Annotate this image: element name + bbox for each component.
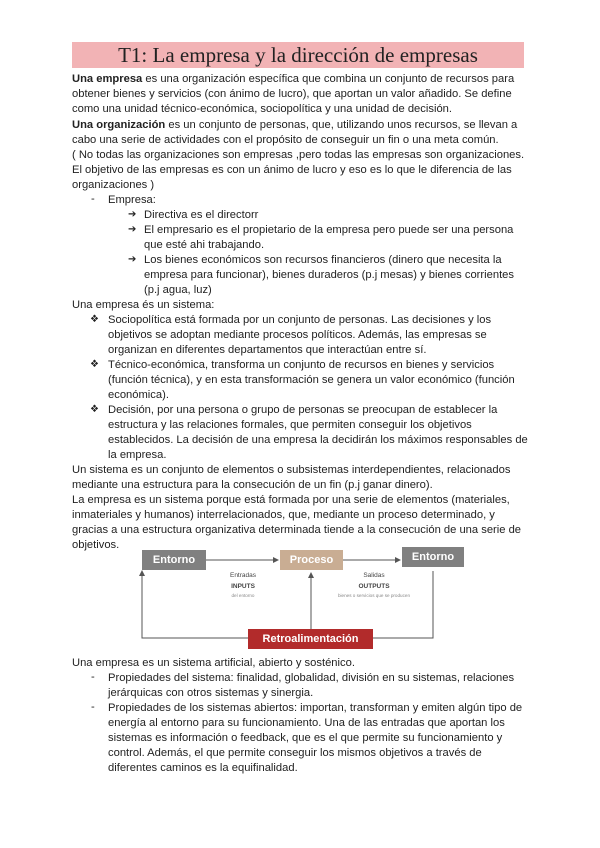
list-item-cont: que esté ahi trabajando. — [144, 239, 265, 251]
paragraph-empresa-line-3: como una unidad técnico-económica, sociopolítica y una unidad de decisión. — [72, 103, 452, 115]
entorno-left-box: Entorno — [142, 550, 206, 570]
feedback-line-left — [142, 571, 248, 638]
arrow-icon: ➔ — [128, 209, 137, 220]
list-item: Propiedades del sistema: finalidad, globalidad, división en su sistemas, relaciones — [108, 672, 515, 684]
list-item-cont: sistemas es información o feedback, que es el que permite su funcionamiento y — [108, 732, 503, 744]
inputs-label: INPUTS — [231, 583, 255, 590]
list-item-cont: jerárquicas con otros sistemas y sinergia. — [108, 687, 314, 699]
entorno-right-box: Entorno — [402, 547, 464, 567]
diamond-bullet-icon: ❖ — [90, 314, 99, 325]
page-title: T1: La empresa y la dirección de empresas — [118, 43, 478, 67]
proceso-box: Proceso — [280, 550, 343, 570]
text-span: es un conjunto de personas, que, utilizando unos recursos, se llevan a — [165, 119, 518, 131]
list-item-cont: diferentes caminos es la equifinalidad. — [108, 762, 298, 774]
list-item-cont: energía al entorno para su funcionamiento. Una de las entradas que aportan los — [108, 717, 505, 729]
paragraph-organizacion-line-5: organizaciones ) — [72, 179, 155, 191]
text-span: es una organización específica que combina un conjunto de recursos para — [142, 73, 515, 85]
list-item-cont: establecidos. La decisión de una empresa la decidirán los máximos responsables de — [108, 434, 528, 446]
list-item: Decisión, por una persona o grupo de personas se preocupan de establecer la — [108, 404, 498, 416]
paragraph-sistema-line: gracias a una estructura organizativa determinada tiende a la consecución de una serie de — [72, 524, 522, 536]
list-item: Propiedades de los sistemas abiertos: importan, transforman y emiten algún tipo de — [108, 702, 523, 714]
list-item-cont: (p.j agua, luz) — [144, 284, 212, 296]
list-item: Los bienes económicos son recursos financieros (dinero que necesita la — [144, 254, 502, 266]
arrow-icon: ➔ — [128, 254, 137, 265]
arrow-icon: ➔ — [128, 224, 137, 235]
list-item: El empresario es el propietario de la empresa pero puede ser una persona — [144, 224, 514, 236]
entradas-label: Entradas — [229, 572, 257, 579]
paragraph-organizacion-line-1 — [72, 118, 517, 133]
list-item-cont: la empresa. — [108, 449, 167, 461]
inputs-sub-label: del entorno — [231, 593, 255, 598]
outputs-sub-label: bienes o servicios que se producen — [337, 593, 410, 598]
list-label-empresa: Empresa: — [108, 194, 156, 206]
system-diagram — [136, 538, 466, 650]
paragraph-organizacion-line-4: El objetivo de las empresas es con un ánimo de lucro y eso es lo que le diferencia de las — [72, 164, 512, 176]
term-organizacion: Una organización — [72, 119, 166, 131]
paragraph-sistema-line: inmateriales y humanos) interrelacionados, que, mediante un proceso determinado, y — [72, 509, 495, 521]
list-item-cont: (función técnica), y en esta transformación se genera un valor económico (función — [108, 374, 515, 386]
title-banner — [72, 42, 524, 68]
list-item: Sociopolítica está formada por un conjunto de personas. Las decisiones y los — [108, 314, 492, 326]
diamond-bullet-icon: ❖ — [90, 359, 99, 370]
sistema-intro: Una empresa és un sistema: — [72, 299, 215, 311]
list-item-cont: estructura y las relaciones formales, que permiten conseguir los objetivos — [108, 419, 472, 431]
paragraph-empresa-line-1 — [72, 72, 514, 87]
retroalimentacion-box: Retroalimentación — [248, 629, 373, 649]
paragraph-sistema-artificial: Una empresa es un sistema artificial, abierto y sosténico. — [72, 657, 355, 669]
list-item: Directiva es el directorr — [144, 209, 259, 221]
paragraph-sistema-line: objetivos. — [72, 539, 120, 551]
list-item-cont: empresa para funcionar), bienes duraderos (p.j mesas) y bienes corrientes — [144, 269, 514, 281]
outputs-label: OUTPUTS — [358, 583, 390, 590]
list-dash: - — [91, 193, 95, 205]
salidas-label: Salidas — [363, 572, 385, 579]
list-item: Técnico-económica, transforma un conjunto de recursos en bienes y servicios — [108, 359, 495, 371]
list-dash: - — [91, 671, 95, 683]
term-empresa: Una empresa — [72, 73, 143, 85]
list-item-cont: control. Además, el que permite conseguir los mismos objetivos a través de — [108, 747, 482, 759]
paragraph-organizacion-line-2: cabo una serie de actividades con el propósito de conseguir un fin o una meta común. — [72, 134, 499, 146]
paragraph-empresa-line-2: obtener bienes y servicios (con ánimo de lucro), que aportan un valor añadido. Se define — [72, 88, 512, 100]
list-item-cont: económica). — [108, 389, 169, 401]
paragraph-sistema-line: La empresa es un sistema porque está formada por una serie de elementos (materiales, — [72, 494, 510, 506]
list-item-cont: objetivos se adoptan mediante procesos políticos. Además, las empresas se — [108, 329, 487, 341]
list-item-cont: organizan en diferentes departamentos que interactúan entre sí. — [108, 344, 427, 356]
paragraph-sistema-line: Un sistema es un conjunto de elementos o subsistemas interdependientes, relacionados — [72, 464, 511, 476]
list-dash: - — [91, 701, 95, 713]
paragraph-sistema-line: mediante una estructura para la consecución de un fin (p.j ganar dinero). — [72, 479, 433, 491]
diamond-bullet-icon: ❖ — [90, 404, 99, 415]
feedback-line-right — [248, 571, 433, 638]
paragraph-organizacion-line-3: ( No todas las organizaciones son empresas ,pero todas las empresas son organizaciones. — [72, 149, 525, 161]
